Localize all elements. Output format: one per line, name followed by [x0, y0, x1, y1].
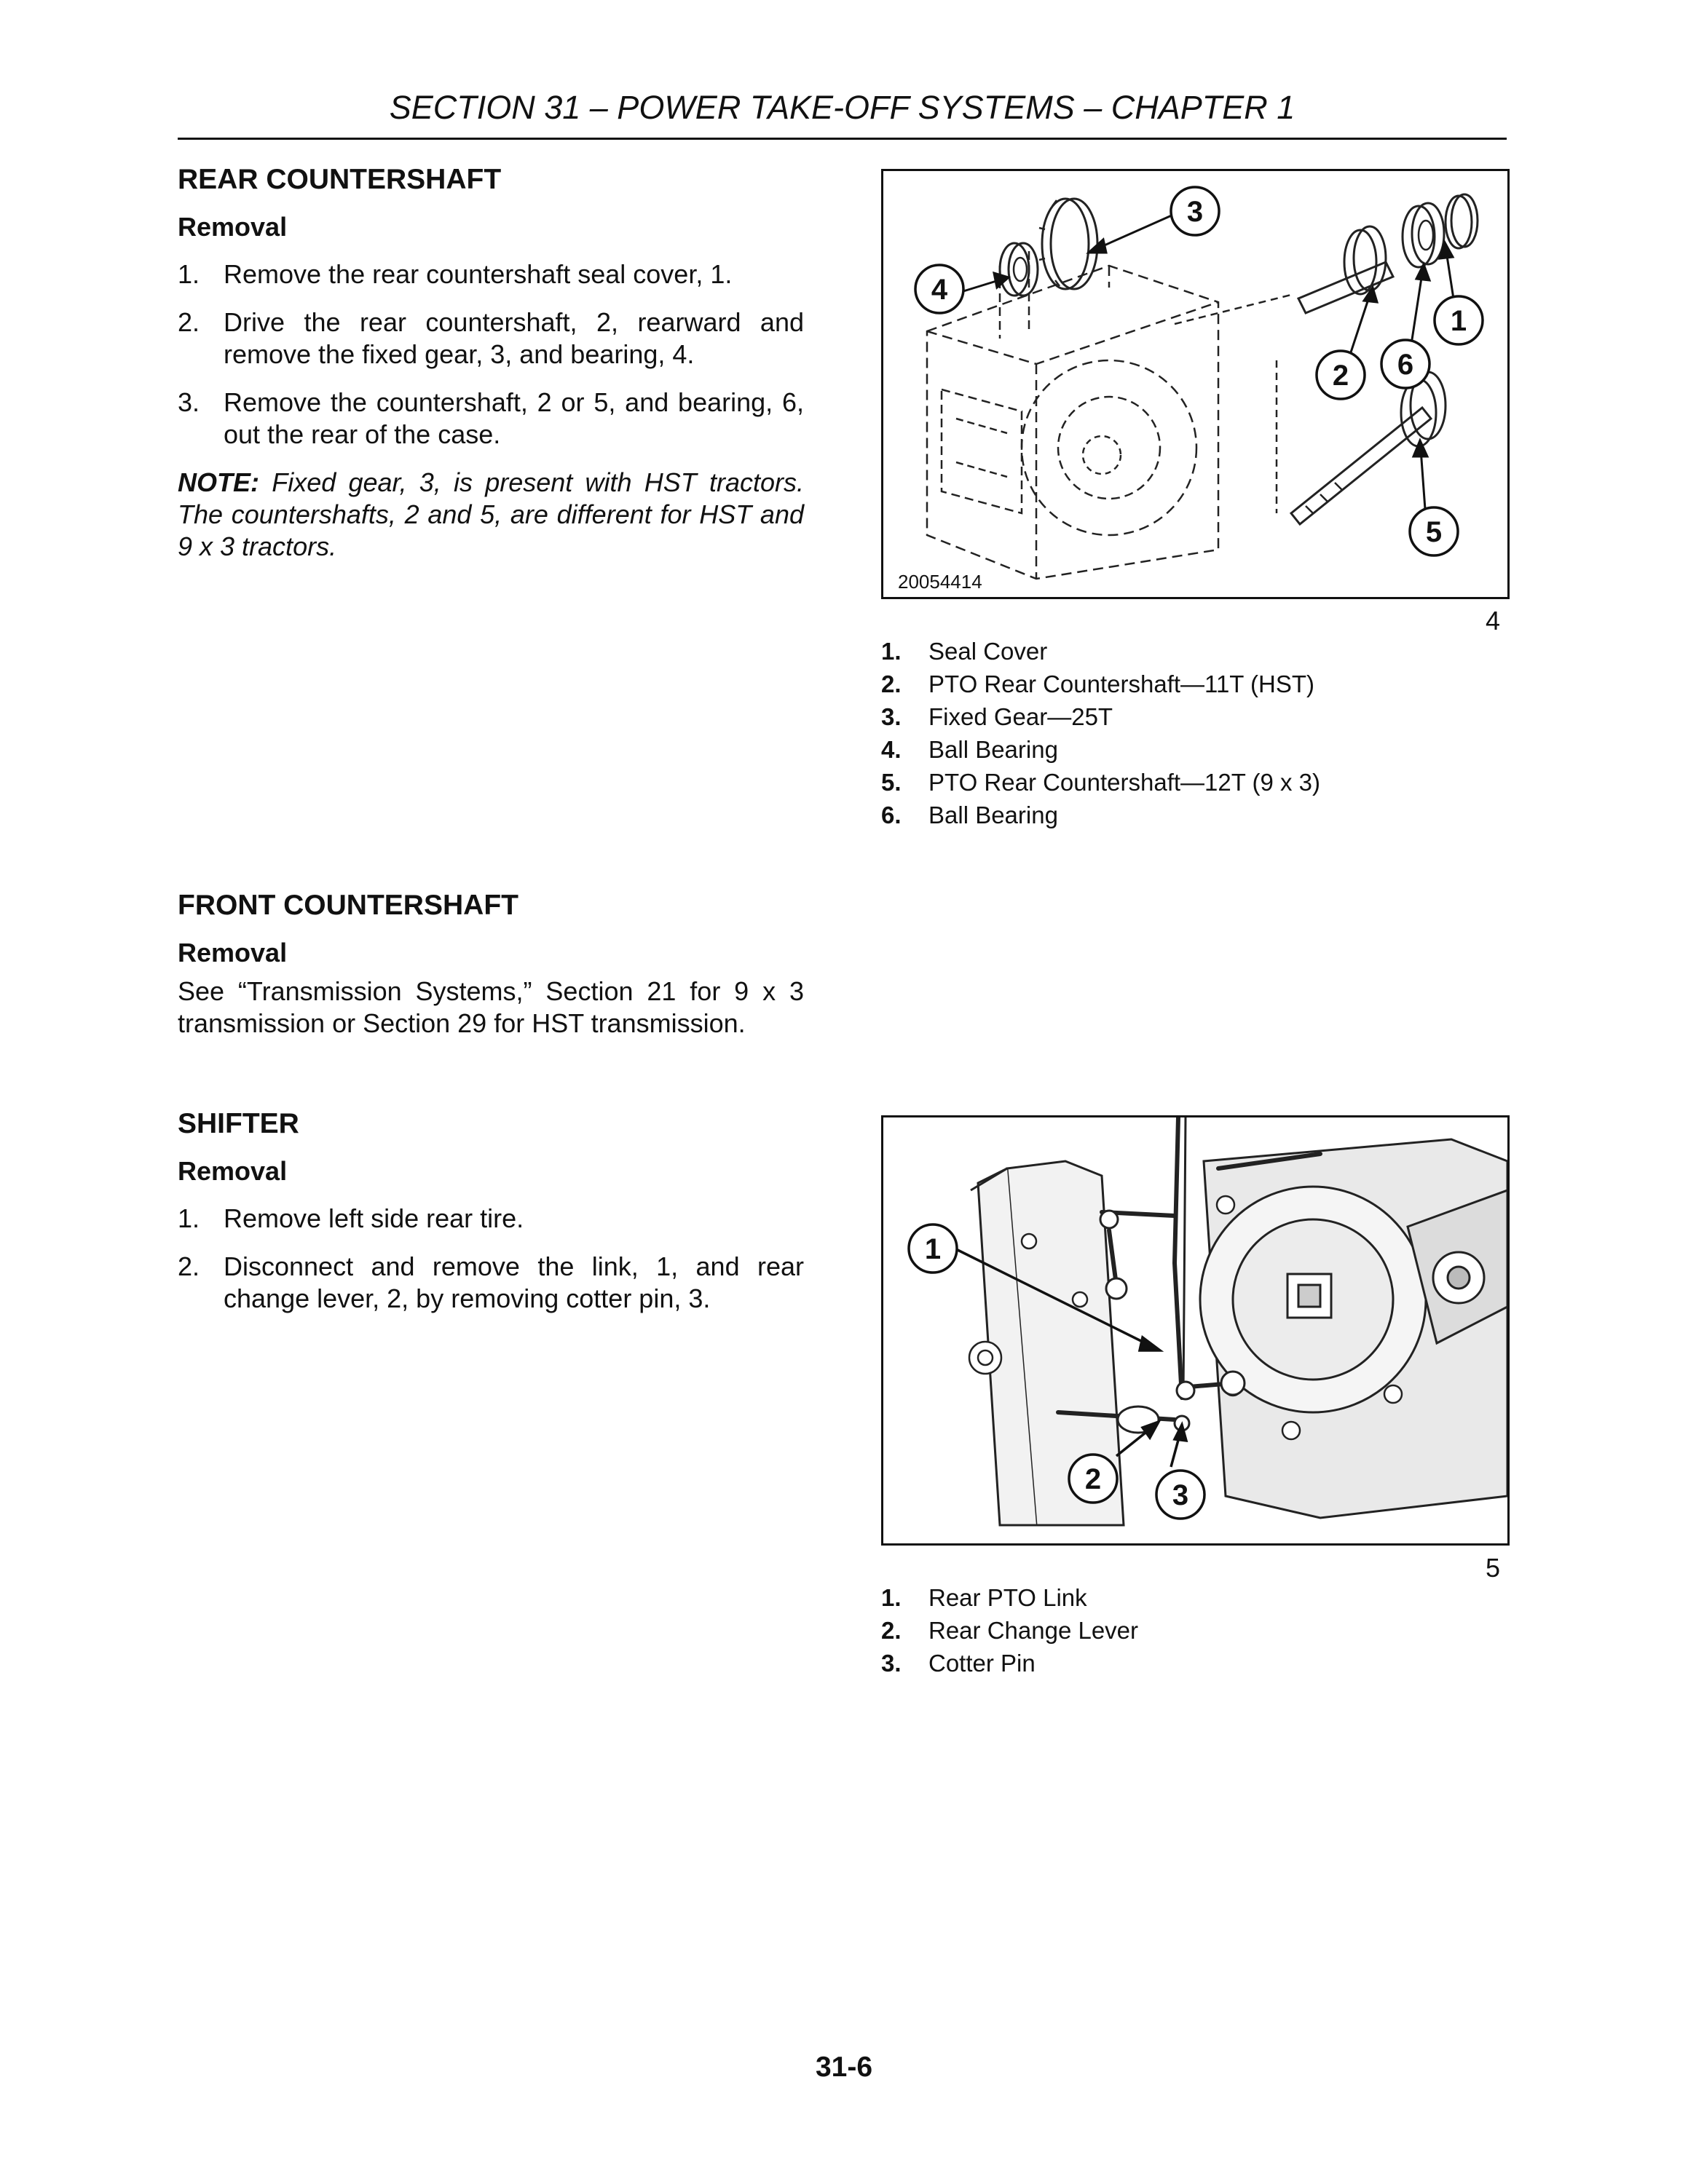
shifter-section: [178, 1108, 804, 1331]
legend-number: 3.: [881, 1650, 902, 1677]
figure-5-legend: [881, 1581, 1505, 1679]
legend-number: 1.: [881, 1584, 902, 1611]
rear-countershaft-removal-heading: Removal: [178, 212, 288, 242]
rear-countershaft-heading: REAR COUNTERSHAFT: [178, 164, 502, 195]
front-countershaft-removal-heading: Removal: [178, 938, 288, 968]
legend-item: [881, 668, 1505, 700]
note-label: NOTE:: [178, 467, 259, 497]
step: [178, 387, 804, 451]
legend-text: Ball Bearing: [928, 736, 1058, 763]
legend-text: Ball Bearing: [928, 802, 1058, 828]
figure-4-countershaft-exploded: [881, 169, 1510, 599]
figure-5-shifter-photo: [881, 1115, 1510, 1546]
legend-item: [881, 733, 1505, 766]
legend-item: [881, 799, 1505, 831]
step-number: 2.: [178, 307, 200, 337]
header-rule: [178, 138, 1507, 140]
legend-text: Seal Cover: [928, 638, 1048, 665]
legend-text: PTO Rear Countershaft—12T (9 x 3): [928, 769, 1321, 796]
legend-text: Rear Change Lever: [928, 1617, 1139, 1644]
legend-text: Cotter Pin: [928, 1650, 1036, 1677]
callout-3: 3: [1186, 196, 1204, 228]
step: [178, 306, 804, 371]
figure-4-legend: [881, 635, 1505, 831]
step-text: Remove the rear countershaft seal cover, 1.: [224, 259, 733, 289]
legend-item: [881, 766, 1505, 799]
callout-3: 3: [1172, 1479, 1189, 1511]
figure-number-4: 4: [1486, 606, 1501, 636]
shifter-linkage-illustration: [883, 1117, 1507, 1543]
step-number: 2.: [178, 1251, 200, 1281]
callout-4: 4: [931, 274, 948, 306]
front-countershaft-text: See “Transmission Systems,” Section 21 for 9 x 3 transmission or Section 29 for HST transmission.: [178, 976, 804, 1038]
legend-item: [881, 635, 1505, 668]
step-text: Remove left side rear tire.: [224, 1203, 524, 1233]
figure-code: 20054414: [898, 571, 982, 593]
legend-text: PTO Rear Countershaft—11T (HST): [928, 670, 1315, 697]
callout-1: 1: [924, 1233, 942, 1265]
step-number: 1.: [178, 259, 200, 289]
step: [178, 258, 804, 290]
shifter-removal-heading: Removal: [178, 1156, 288, 1186]
legend-number: 2.: [881, 1617, 902, 1644]
step-text: Drive the rear countershaft, 2, rearward and remove the fixed gear, 3, and bearing, 4.: [224, 307, 804, 369]
step: [178, 1251, 804, 1315]
legend-item: [881, 1581, 1505, 1614]
shifter-heading: SHIFTER: [178, 1108, 299, 1139]
legend-number: 5.: [881, 769, 902, 796]
note: [178, 467, 804, 563]
step-number: 3.: [178, 387, 200, 417]
step-number: 1.: [178, 1203, 200, 1233]
callout-2: 2: [1084, 1463, 1102, 1495]
callout-6: 6: [1397, 349, 1414, 381]
page-number: 31-6: [815, 2052, 873, 2083]
front-countershaft-section: [178, 890, 804, 1040]
callout-2: 2: [1332, 360, 1349, 392]
callout-5: 5: [1425, 516, 1443, 548]
step-text: Remove the countershaft, 2 or 5, and bearing, 6, out the rear of the case.: [224, 387, 804, 449]
legend-number: 2.: [881, 670, 902, 697]
legend-number: 1.: [881, 638, 902, 665]
legend-item: [881, 700, 1505, 733]
note-text: Fixed gear, 3, is present with HST tractors. The countershafts, 2 and 5, are different for HST and 9 x 3 tractors.: [178, 467, 804, 561]
callout-1: 1: [1450, 305, 1467, 337]
legend-number: 4.: [881, 736, 902, 763]
page-header: SECTION 31 – POWER TAKE-OFF SYSTEMS – CHAPTER 1: [389, 89, 1295, 126]
legend-text: Rear PTO Link: [928, 1584, 1087, 1611]
rear-countershaft-section: [178, 164, 804, 563]
legend-item: [881, 1647, 1505, 1679]
step: [178, 1203, 804, 1235]
legend-item: [881, 1614, 1505, 1647]
legend-number: 3.: [881, 703, 902, 730]
countershaft-exploded-illustration: [883, 171, 1507, 597]
step-text: Disconnect and remove the link, 1, and rear change lever, 2, by removing cotter pin, 3.: [224, 1251, 804, 1313]
legend-text: Fixed Gear—25T: [928, 703, 1113, 730]
figure-number-5: 5: [1486, 1553, 1501, 1583]
front-countershaft-heading: FRONT COUNTERSHAFT: [178, 890, 518, 921]
legend-number: 6.: [881, 802, 902, 828]
